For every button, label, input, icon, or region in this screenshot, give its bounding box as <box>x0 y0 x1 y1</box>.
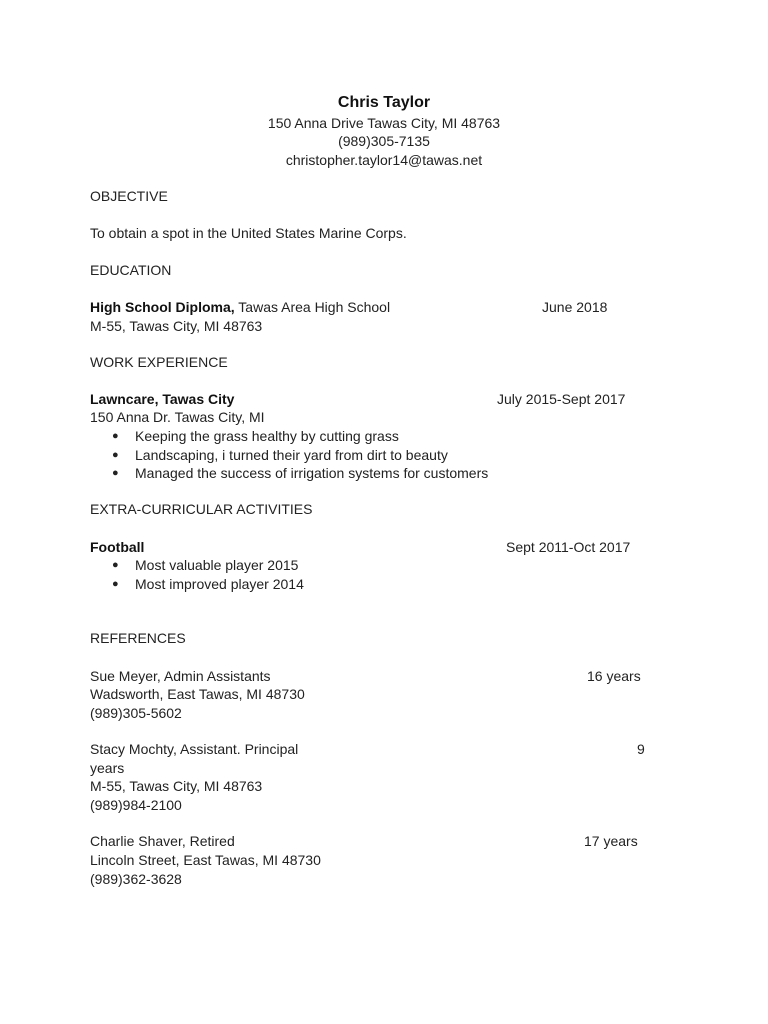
bullet-icon: ● <box>112 430 119 442</box>
work-location: 150 Anna Dr. Tawas City, MI <box>90 409 265 425</box>
education-date: June 2018 <box>542 299 608 315</box>
extracurricular-heading: EXTRA-CURRICULAR ACTIVITIES <box>90 501 313 517</box>
objective-heading: OBJECTIVE <box>90 188 168 204</box>
references-heading: REFERENCES <box>90 630 186 646</box>
reference-1-years: 16 years <box>587 668 641 684</box>
education-degree: High School Diploma, <box>90 299 235 315</box>
header-phone: (989)305-7135 <box>338 133 430 149</box>
bullet-icon: ● <box>112 577 119 590</box>
header-address: 150 Anna Drive Tawas City, MI 48763 <box>267 115 501 131</box>
education-school: Tawas Area High School <box>234 299 391 315</box>
education-heading: EDUCATION <box>90 262 172 278</box>
reference-2-years-number: 9 <box>637 741 645 757</box>
reference-3-years: 17 years <box>584 833 638 849</box>
objective-text: To obtain a spot in the United States Marine Corps. <box>90 225 407 241</box>
reference-3-name: Charlie Shaver, Retired <box>90 833 235 849</box>
reference-1-phone: (989)305-5602 <box>90 705 182 721</box>
education-entry <box>90 298 390 316</box>
list-item: ● Keeping the grass healthy by cutting grass <box>112 428 399 444</box>
extracurricular-title: Football <box>90 539 145 555</box>
bullet-icon: ● <box>112 559 119 571</box>
work-date: July 2015-Sept 2017 <box>497 391 626 407</box>
reference-2-years-unit: years <box>90 760 125 776</box>
reference-3-address: Lincoln Street, East Tawas, MI 48730 <box>90 852 321 868</box>
reference-1-name: Sue Meyer, Admin Assistants <box>90 668 271 684</box>
work-bullet-list <box>112 427 488 483</box>
list-item: ● Landscaping, i turned their yard from dirt to beauty <box>112 446 448 463</box>
extracurricular-bullet-list <box>112 556 304 593</box>
reference-1-address: Wadsworth, East Tawas, MI 48730 <box>90 686 305 702</box>
bullet-icon: ● <box>112 467 119 479</box>
education-location: M-55, Tawas City, MI 48763 <box>90 318 263 334</box>
list-item: ● Managed the success of irrigation systems for customers <box>112 465 489 481</box>
extracurricular-date: Sept 2011-Oct 2017 <box>506 539 631 555</box>
reference-2-address: M-55, Tawas City, MI 48763 <box>90 778 263 794</box>
header-email: christopher.taylor14@tawas.net <box>285 152 483 168</box>
reference-2-name: Stacy Mochty, Assistant. Principal <box>90 741 299 757</box>
bullet-icon: ● <box>112 448 119 461</box>
work-heading: WORK EXPERIENCE <box>90 354 228 370</box>
work-title: Lawncare, Tawas City <box>90 391 235 407</box>
reference-2-phone: (989)984-2100 <box>90 797 182 813</box>
resume-name: Chris Taylor <box>337 94 431 111</box>
list-item: ● Most improved player 2014 <box>112 575 304 592</box>
list-item: ● Most valuable player 2015 <box>112 557 299 573</box>
reference-3-phone: (989)362-3628 <box>90 871 182 887</box>
